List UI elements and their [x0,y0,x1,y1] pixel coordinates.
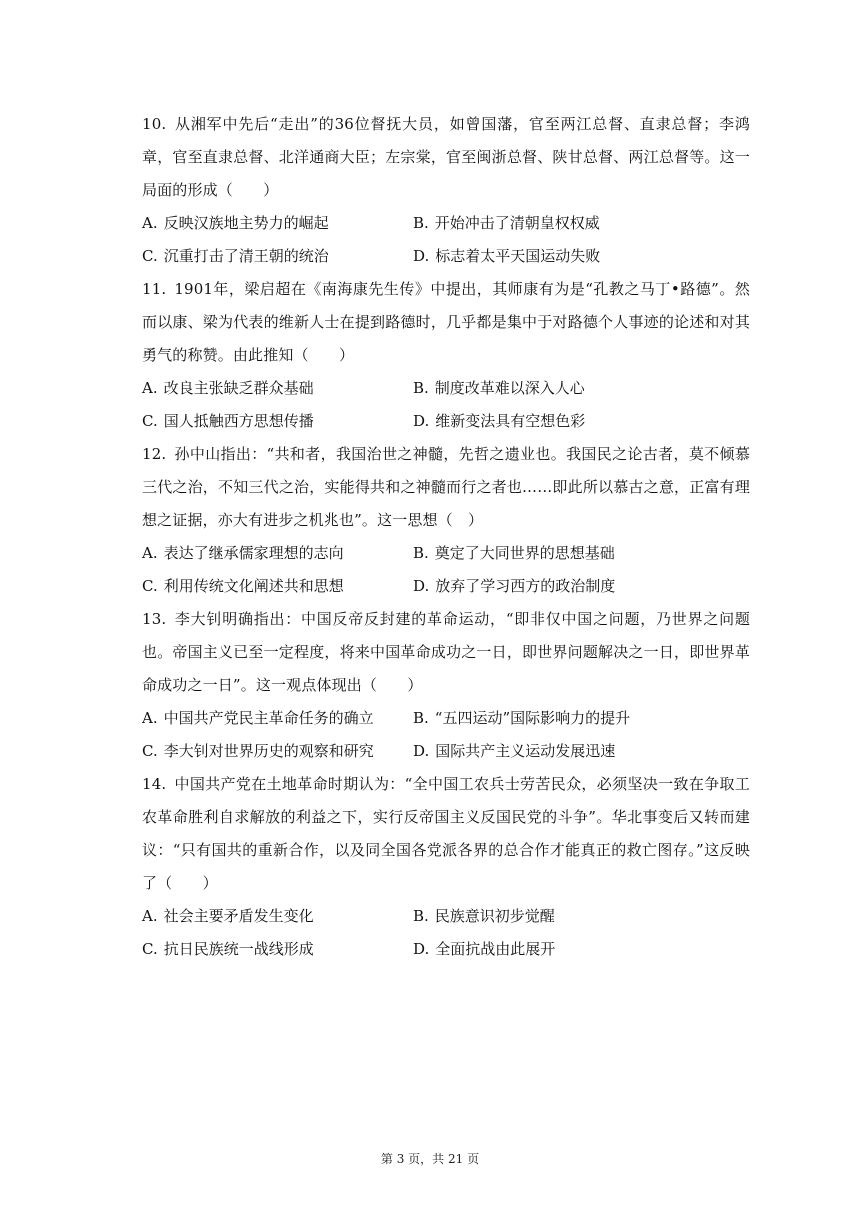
question-text: 孙中山指出：“共和者，我国治世之神髓，先哲之遗业也。我国民之论古者，莫不倾慕三代之治，不知三代之治，实能得共和之神髓而行之者也……即此所以慕古之意，正富有理想之证据，亦大有进步之机兆也”。这一思想（ ） [142,445,750,529]
option-letter: A. [142,379,158,397]
option-text: 利用传统文化阐述共和思想 [163,577,344,595]
option-text: 表达了继承儒家理想的志向 [163,544,344,562]
question-stem [142,603,750,702]
option-letter: C. [142,247,158,265]
option-letter: D. [413,940,430,958]
option-a [142,207,413,240]
option-text: 国际共产主义运动发展迅速 [435,742,616,760]
option-letter: A. [142,709,158,727]
option-a [142,372,413,405]
option-text: 沉重打击了清王朝的统治 [163,247,329,265]
question-stem [142,768,750,900]
option-list [142,372,750,438]
option-b [413,537,684,570]
option-text: 民族意识初步觉醒 [434,907,555,925]
option-text: 改良主张缺乏群众基础 [163,379,314,397]
option-letter: C. [142,742,158,760]
question-10 [142,108,750,273]
option-letter: C. [142,577,158,595]
option-letter: C. [142,412,158,430]
option-letter: D. [413,742,430,760]
option-text: 社会主要矛盾发生变化 [163,907,314,925]
option-text: 中国共产党民主革命任务的确立 [163,709,374,727]
option-row [142,702,750,735]
option-letter: B. [413,709,429,727]
option-a [142,702,413,735]
option-d [413,735,684,768]
option-letter: A. [142,544,158,562]
option-text: 国人抵触西方思想传播 [163,412,314,430]
option-row [142,372,750,405]
option-row [142,207,750,240]
question-13 [142,603,750,768]
option-row [142,900,750,933]
option-text: 开始冲击了清朝皇权权威 [434,214,600,232]
option-letter: B. [413,379,429,397]
option-row [142,405,750,438]
question-stem [142,438,750,537]
option-letter: D. [413,412,430,430]
question-stem [142,273,750,372]
option-text: 维新变法具有空想色彩 [435,412,586,430]
option-text: 制度改革难以深入人心 [434,379,585,397]
page-footer: 第 3 页，共 21 页 [380,1152,480,1166]
option-text: 抗日民族统一战线形成 [163,940,314,958]
question-number: 12. [142,445,167,463]
option-c [142,570,413,603]
option-d [413,570,684,603]
option-letter: D. [413,247,430,265]
option-list [142,702,750,768]
question-11 [142,273,750,438]
question-stem [142,108,750,207]
option-text: 全面抗战由此展开 [435,940,556,958]
option-text: 奠定了大同世界的思想基础 [434,544,615,562]
option-b [413,900,684,933]
option-letter: B. [413,907,429,925]
option-b [413,372,684,405]
option-text: 标志着太平天国运动失败 [435,247,601,265]
question-number: 11. [142,280,167,298]
option-letter: D. [413,577,430,595]
option-text: 放弃了学习西方的政治制度 [435,577,616,595]
option-letter: B. [413,214,429,232]
option-row [142,933,750,966]
option-b [413,207,684,240]
option-list [142,207,750,273]
option-c [142,405,413,438]
option-a [142,537,413,570]
option-list [142,900,750,966]
option-text: 反映汉族地主势力的崛起 [163,214,329,232]
option-d [413,933,684,966]
option-list [142,537,750,603]
option-letter: A. [142,907,158,925]
option-a [142,900,413,933]
option-row [142,570,750,603]
option-row [142,240,750,273]
option-row [142,735,750,768]
option-row [142,537,750,570]
question-number: 14. [142,775,167,793]
option-letter: B. [413,544,429,562]
option-c [142,735,413,768]
question-text: 从湘军中先后“走出”的36位督抚大员，如曾国藩，官至两江总督、直隶总督；李鸿章，官至直隶总督、北洋通商大臣；左宗棠，官至闽浙总督、陕甘总督、两江总督等。这一局面的形成（ ） [142,115,750,199]
question-14 [142,768,750,966]
option-b [413,702,684,735]
option-d [413,240,684,273]
question-text: 中国共产党在土地革命时期认为：“全中国工农兵士劳苦民众，必须坚决一致在争取工农革命胜利自求解放的利益之下，实行反帝国主义反国民党的斗争”。华北事变后又转而建议：“只有国共的重新合作，以及同全国各党派各界的总合作才能真正的救亡图存。”这反映了（ ） [142,775,750,892]
question-text: 李大钊明确指出：中国反帝反封建的革命运动，“即非仅中国之问题，乃世界之问题也。帝国主义已至一定程度，将来中国革命成功之一日，即世界问题解决之一日，即世界革命成功之一日”。这一观点体现出（ ） [142,610,750,694]
question-number: 10. [142,115,167,133]
option-c [142,933,413,966]
option-text: “五四运动”国际影响力的提升 [434,709,631,727]
option-letter: A. [142,214,158,232]
question-12 [142,438,750,603]
question-list [142,108,750,966]
option-letter: C. [142,940,158,958]
question-number: 13. [142,610,167,628]
option-d [413,405,684,438]
option-text: 李大钊对世界历史的观察和研究 [163,742,374,760]
question-text: 1901年，梁启超在《南海康先生传》中提出，其师康有为是“孔教之马丁•路德”。然而以康、梁为代表的维新人士在提到路德时，几乎都是集中于对路德个人事迹的论述和对其勇气的称赞。由此推知（ ） [142,280,750,364]
option-c [142,240,413,273]
